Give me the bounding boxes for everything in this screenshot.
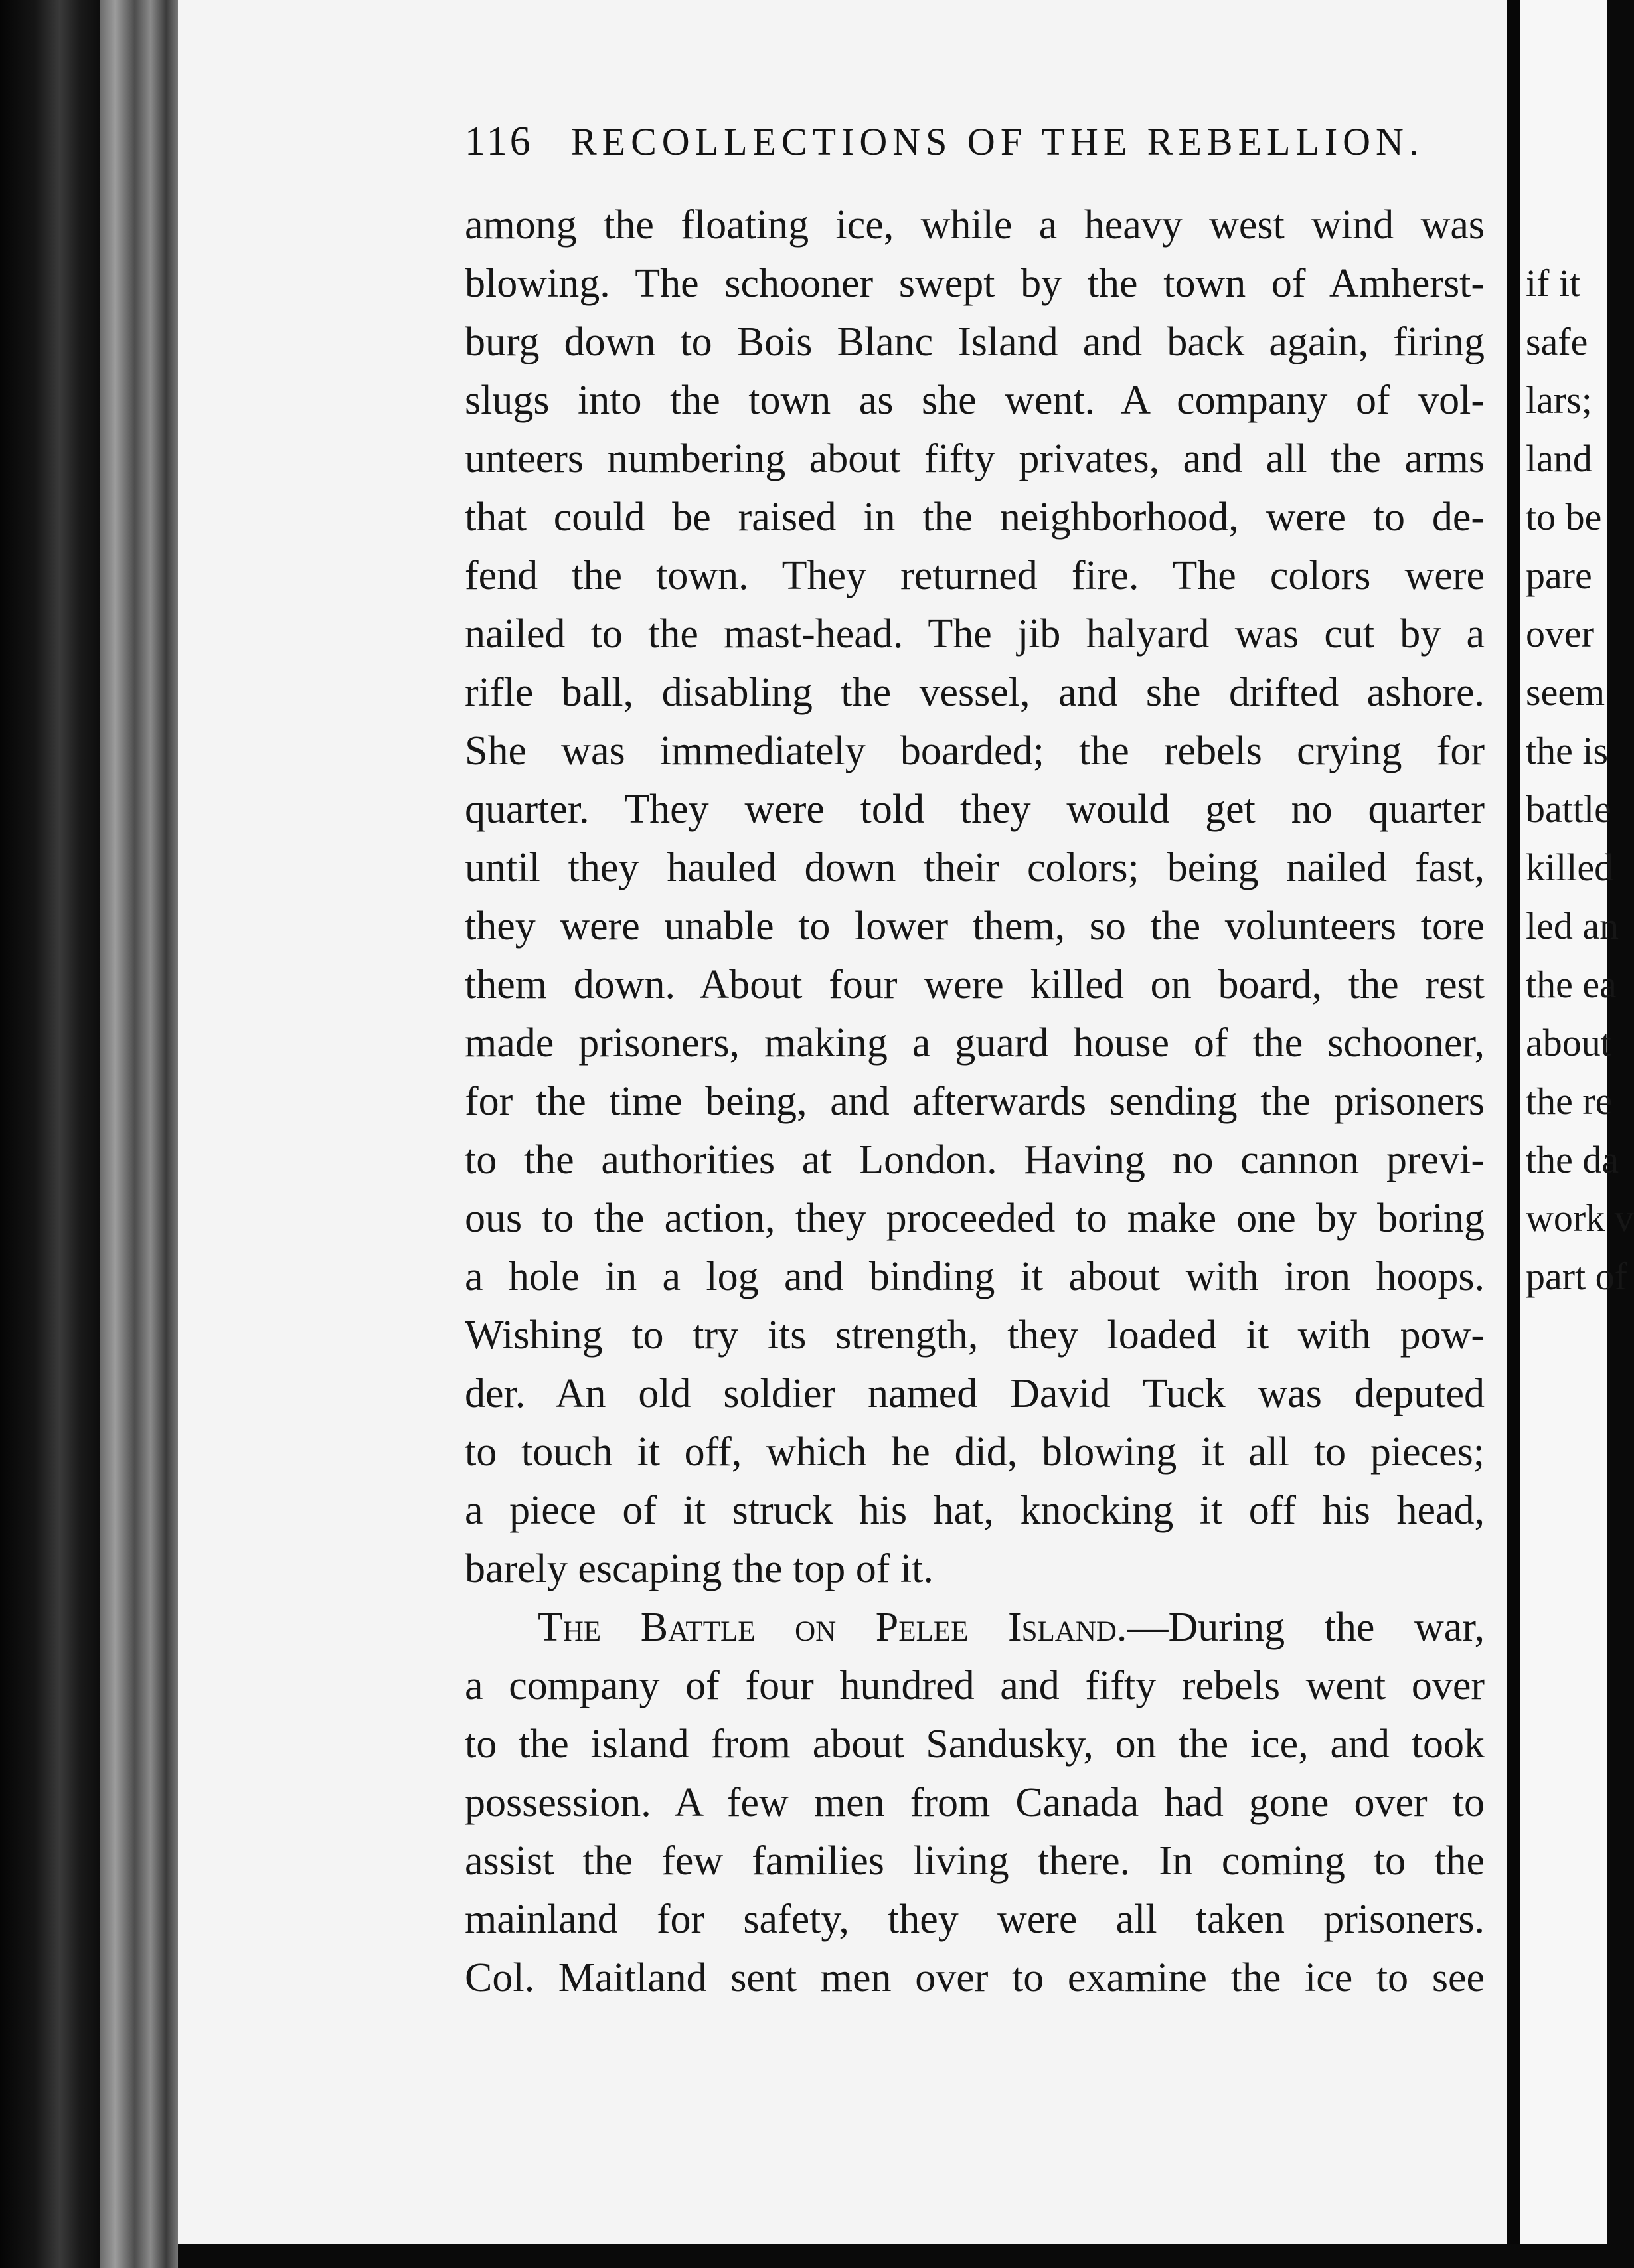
text-line: slugs into the town as she went. A company of vol- (465, 378, 1485, 423)
fragment-line: the re (1526, 1080, 1613, 1123)
page-number: 116 (465, 119, 533, 164)
text-line: a hole in a log and binding it about with iron hoops. (465, 1254, 1485, 1299)
book-binding-shadow (0, 0, 100, 2268)
fragment-line: battle (1526, 787, 1611, 831)
fragment-line: seem (1526, 671, 1605, 714)
text-line: a company of four hundred and fifty rebels went over (465, 1663, 1485, 1708)
text-line: quarter. They were told they would get no quarter (465, 787, 1485, 832)
fragment-line: to be (1526, 495, 1602, 538)
fragment-line: the is (1526, 729, 1609, 772)
text-line: a piece of it struck his hat, knocking it off his head, (465, 1488, 1485, 1533)
text-line: She was immediately boarded; the rebels crying for (465, 728, 1485, 773)
fragment-line: lars; (1526, 378, 1592, 422)
facing-page-text (1526, 254, 1634, 1306)
text-line: until they hauled down their colors; being nailed fast, (465, 845, 1485, 890)
text-line: Col. Maitland sent men over to examine the ice to see (465, 1955, 1485, 2000)
fragment-line: safe (1526, 320, 1588, 363)
text-line: Wishing to try its strength, they loaded it with pow- (465, 1313, 1485, 1358)
text-line: among the floating ice, while a heavy west wind was (465, 202, 1485, 248)
text-line: to the island from about Sandusky, on the ice, and took (465, 1722, 1485, 1767)
body-text (465, 196, 1485, 2007)
text-line: them down. About four were killed on board, the rest (465, 962, 1485, 1007)
text-line: for the time being, and afterwards sending the prisoners (465, 1079, 1485, 1124)
text-line: rifle ball, disabling the vessel, and she drifted ashore. (465, 670, 1485, 715)
running-title: RECOLLECTIONS OF THE REBELLION. (571, 120, 1424, 163)
fragment-line: work v (1526, 1196, 1634, 1240)
fragment-line: killed (1526, 846, 1614, 889)
fragment-line: over (1526, 612, 1595, 655)
text-line: assist the few families living there. In coming to the (465, 1838, 1485, 1884)
text-line: possession. A few men from Canada had gone over to (465, 1780, 1485, 1825)
text-line: mainland for safety, they were all taken prisoners. (465, 1897, 1485, 1942)
section-lead-text: —During the war, (1127, 1605, 1485, 1650)
section-first-line (465, 1598, 1485, 1657)
text-line: der. An old soldier named David Tuck was deputed (465, 1371, 1485, 1416)
page-gutter (1507, 0, 1520, 2268)
paragraph-end-line: barely escaping the top of it. (465, 1546, 934, 1591)
text-line: unteers numbering about fifty privates, and all the arms (465, 436, 1485, 481)
text-line: they were unable to lower them, so the volunteers tore (465, 904, 1485, 949)
text-line: that could be raised in the neighborhood, were to de- (465, 495, 1485, 540)
fragment-line: the da (1526, 1138, 1619, 1181)
text-line: nailed to the mast-head. The jib halyard was cut by a (465, 611, 1485, 657)
fragment-line: part of (1526, 1255, 1627, 1298)
text-line: blowing. The schooner swept by the town of Amherst- (465, 261, 1485, 306)
fragment-line: about (1526, 1021, 1611, 1064)
fragment-line: land (1526, 437, 1592, 480)
text-line: to touch it off, which he did, blowing it all to pieces; (465, 1429, 1485, 1475)
scan-bottom-edge (178, 2244, 1607, 2268)
page-edge-strip (100, 0, 178, 2268)
text-line: to the authorities at London. Having no cannon previ- (465, 1137, 1485, 1182)
section-heading: The Battle on Pelee Island. (538, 1605, 1127, 1650)
text-line: made prisoners, making a guard house of the schooner, (465, 1020, 1485, 1066)
text-line: burg down to Bois Blanc Island and back again, firing (465, 319, 1485, 364)
fragment-line: pare (1526, 554, 1592, 597)
fragment-line: if it (1526, 262, 1581, 305)
fragment-line: led an (1526, 904, 1619, 947)
text-line: fend the town. They returned fire. The colors were (465, 553, 1485, 598)
text-line: ous to the action, they proceeded to make one by boring (465, 1196, 1485, 1241)
fragment-line: the ea (1526, 963, 1617, 1006)
